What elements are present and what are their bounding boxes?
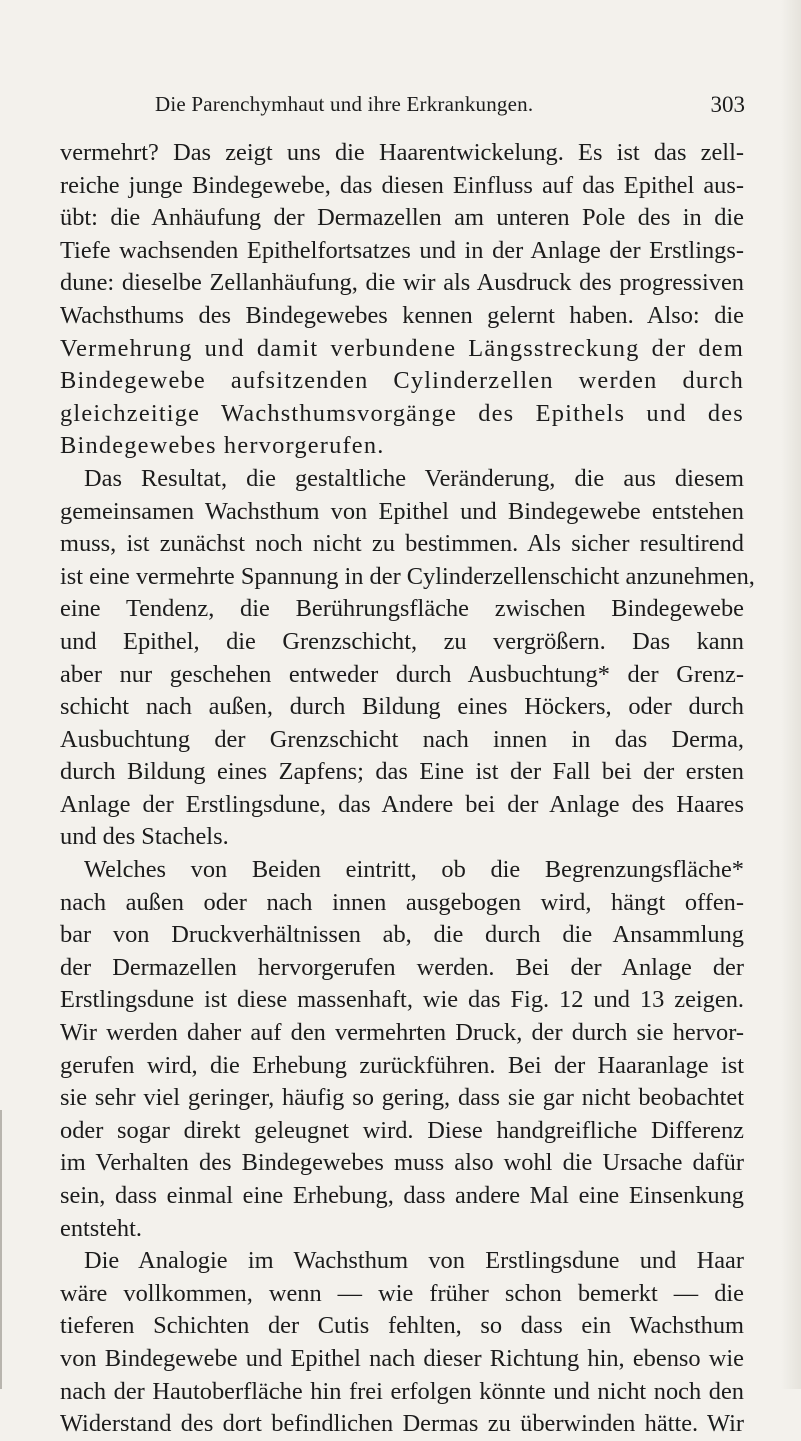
text-line: übt: die Anhäufung der Dermazellen am unteren Pole des in die — [60, 204, 744, 232]
text-line: oder sogar direkt geleugnet wird. Diese handgreifliche Differenz — [60, 1116, 744, 1144]
text-line: dune: dieselbe Zellanhäufung, die wir als Ausdruck des progressiven — [60, 269, 744, 297]
text-line: Bindegewebe aufsitzenden Cylinderzellen werden durch — [60, 367, 744, 395]
text-line: ist eine vermehrte Spannung in der Cylinderzellenschicht anzunehmen, — [60, 562, 755, 590]
text-line: sie sehr viel geringer, häufig so gering, dass sie gar nicht beobachtet — [60, 1084, 744, 1112]
text-line: Das Resultat, die gestaltliche Veränderung, die aus diesem — [84, 464, 744, 492]
text-line: Tiefe wachsenden Epithelfortsatzes und in der Anlage der Erstlings- — [60, 236, 744, 264]
text-line: reiche junge Bindegewebe, das diesen Einfluss auf das Epithel aus- — [60, 171, 744, 199]
text-line: Anlage der Erstlingsdune, das Andere bei der Anlage des Haares — [60, 790, 744, 818]
page-header — [60, 92, 745, 122]
text-line: schicht nach außen, durch Bildung eines Höckers, oder durch — [60, 693, 744, 721]
text-line: vermehrt? Das zeigt uns die Haarentwickelung. Es ist das zell- — [60, 139, 744, 166]
text-line: entsteht. — [60, 1214, 142, 1242]
text-line: aber nur geschehen entweder durch Ausbuchtung* der Grenz- — [60, 660, 744, 688]
body-text — [60, 137, 755, 1441]
text-line: der Dermazellen hervorgerufen werden. Bei der Anlage der — [60, 953, 744, 981]
text-line: durch Bildung eines Zapfens; das Eine ist der Fall bei der ersten — [60, 758, 744, 786]
text-line: gerufen wird, die Erhebung zurückführen. Bei der Haaranlage ist — [60, 1051, 744, 1079]
running-head: Die Parenchymhaut und ihre Erkrankungen. — [155, 92, 534, 116]
text-line: sein, dass einmal eine Erhebung, dass andere Mal eine Einsenkung — [60, 1182, 744, 1209]
text-line: Erstlingsdune ist diese massenhaft, wie das Fig. 12 und 13 zeigen. — [60, 986, 744, 1014]
text-line: und Epithel, die Grenzschicht, zu vergrößern. Das kann — [60, 627, 744, 655]
page-number: 303 — [710, 92, 745, 117]
text-line: Ausbuchtung der Grenzschicht nach innen in das Derma, — [60, 725, 744, 753]
text-line: Widerstand des dort befindlichen Dermas zu überwinden hätte. Wir — [60, 1410, 744, 1438]
text-line: gemeinsamen Wachsthum von Epithel und Bindegewebe entstehen — [60, 497, 744, 525]
text-line: Wachsthums des Bindegewebes kennen gelernt haben. Also: die — [60, 301, 744, 329]
text-line: eine Tendenz, die Berührungsfläche zwischen Bindegewebe — [60, 595, 744, 623]
text-line: nach der Hautoberfläche hin frei erfolgen könnte und nicht noch den — [60, 1377, 744, 1405]
text-line: im Verhalten des Bindegewebes muss also wohl die Ursache dafür — [60, 1149, 744, 1177]
text-line: Vermehrung und damit verbundene Längsstreckung der dem — [60, 334, 744, 362]
binding-edge — [0, 1110, 2, 1389]
text-line: Wir werden daher auf den vermehrten Druck, der durch sie hervor- — [60, 1019, 744, 1047]
text-line: nach außen oder nach innen ausgebogen wird, hängt offen- — [60, 888, 744, 916]
text-line: von Bindegewebe und Epithel nach dieser Richtung hin, ebenso wie — [60, 1344, 744, 1372]
text-line: Die Analogie im Wachsthum von Erstlingsdune und Haar — [84, 1247, 744, 1275]
text-line: und des Stachels. — [60, 823, 229, 851]
text-line: gleichzeitige Wachsthumsvorgänge des Epithels und des — [60, 399, 744, 427]
text-line: bar von Druckverhältnissen ab, die durch die Ansammlung — [60, 921, 744, 949]
text-line: Welches von Beiden eintritt, ob die Begrenzungsfläche* — [84, 856, 744, 884]
paper-edge-shading — [781, 0, 801, 1389]
text-line: Bindegewebes hervorgerufen. — [60, 432, 385, 460]
text-line: muss, ist zunächst noch nicht zu bestimmen. Als sicher resultirend — [60, 530, 744, 558]
text-line: wäre vollkommen, wenn — wie früher schon bemerkt — die — [60, 1279, 744, 1307]
text-line: tieferen Schichten der Cutis fehlten, so dass ein Wachsthum — [60, 1312, 744, 1340]
